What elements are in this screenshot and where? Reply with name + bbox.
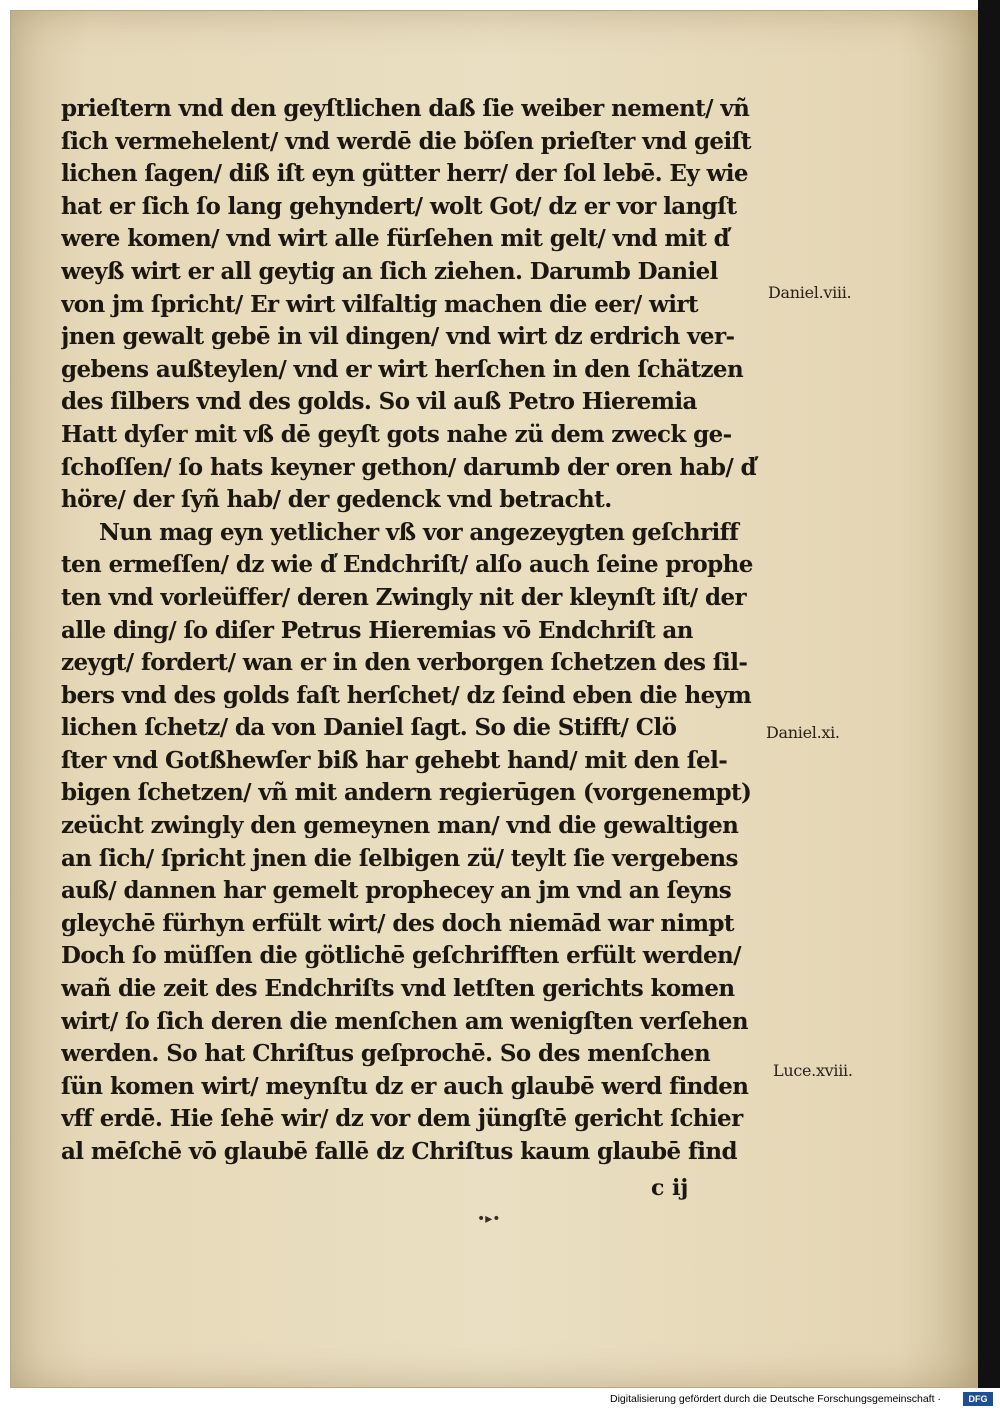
text-line: ten vnd vorleüffer/ deren Zwingly nit der kleynſt iſt/ der [61,583,747,611]
text-line: ten ermeſſen/ dz wie d̕ Endchriſt/ alſo auch ſeine prophe [61,551,753,579]
text-line: an ſich/ ſpricht jnen die ſelbigen zü/ teylt ſie vergebens [61,844,738,872]
text-line: were komen/ vnd wirt alle fürſehen mit gelt/ vnd mit d̕ [61,225,730,253]
text-line-paragraph-start: Nun mag eyn yetlicher vß vor angezeygten geſchriff [99,518,739,546]
marginal-note-daniel-xi: Daniel.xi. [766,723,840,742]
text-line: jnen gewalt gebē in vil dingen/ vnd wirt dz erdrich ver- [61,323,735,351]
text-line: des ſilbers vnd des golds. So vil auß Petro Hieremia [61,388,697,416]
text-line: werden. So hat Chriſtus geſprochē. So des menſchen [61,1040,711,1068]
digitization-credit: Digitalisierung gefördert durch die Deutsche Forschungsgemeinschaft · [610,1393,941,1405]
text-line: ſün komen wirt/ meynſtu dz er auch glaubē werd finden [61,1072,749,1100]
printer-ornament-icon: •▸• [477,1211,501,1227]
text-line: Doch ſo müſſen die götlichē geſchrifften erfült werden/ [61,942,741,970]
text-line: gebens außteylen/ vnd er wirt herſchen in den ſchätzen [61,355,744,383]
text-line: weyß wirt er all geytig an ſich ziehen. Darumb Daniel [61,257,718,285]
main-text-block [61,93,773,1169]
text-line: gleychē fürhyn erfült wirt/ des doch niemād war nimpt [61,909,734,937]
text-line: lichen ſchetz/ da von Daniel ſagt. So die Stifft/ Clö [61,714,677,742]
marginal-note-daniel-viii: Daniel.viii. [768,283,852,302]
text-line: lichen ſagen/ diß iſt eyn gütter herr/ der ſol lebē. Ey wie [61,160,748,188]
text-line: ſter vnd Gotßhewſer biß har gehebt hand/ mit den ſel- [61,746,728,774]
text-line: auß/ dannen har gemelt prophecey an jm vnd an ſeyns [61,877,732,905]
text-line: bigen ſchetzen/ vñ mit andern regierūgen (vorgenempt) [61,779,752,807]
text-line: hat er ſich ſo lang gehyndert/ wolt Got/ dz er vor langſt [61,192,737,220]
text-line: al mēſchē vō glaubē fallē dz Chriſtus kaum glaubē find [61,1138,738,1165]
text-line: Hatt dyſer mit vß dē geyſt gots nahe zü dem zweck ge- [61,420,732,448]
text-line: wirt/ ſo ſich deren die menſchen am wenigſten verſehen [61,1007,749,1035]
signature-mark: c ij [651,1175,689,1201]
text-line: vff erdē. Hie ſehē wir/ dz vor dem jüngſtē gericht ſchier [61,1105,743,1133]
text-line: von jm ſpricht/ Er wirt vilfaltig machen die eer/ wirt [61,290,698,318]
text-line: zeücht zwingly den gemeynen man/ vnd die gewaltigen [61,812,739,840]
text-line: bers vnd des golds faſt herſchet/ dz ſeind eben die heym [61,681,752,709]
scan-border [978,0,1000,1394]
book-page [10,10,978,1388]
dfg-logo: DFG [963,1392,993,1406]
text-line: wañ die zeit des Endchriſts vnd letſten gerichts komen [61,975,735,1003]
text-line: höre/ der ſyñ hab/ der gedenck vnd betracht. [61,486,612,514]
text-line: prieſtern vnd den geyſtlichen daß ſie weiber nement/ vñ [61,95,750,122]
text-line: ſchoſſen/ ſo hats keyner gethon/ darumb der oren hab/ d̕ [61,453,757,481]
text-line: ſich vermehelent/ vnd werdē die böſen prieſter vnd geiſt [61,127,751,155]
marginal-note-luce-xviii: Luce.xviii. [773,1061,853,1080]
text-line: zeygt/ fordert/ wan er in den verborgen ſchetzen des ſil- [61,649,748,677]
text-line: alle ding/ ſo diſer Petrus Hieremias vō Endchriſt an [61,616,693,644]
